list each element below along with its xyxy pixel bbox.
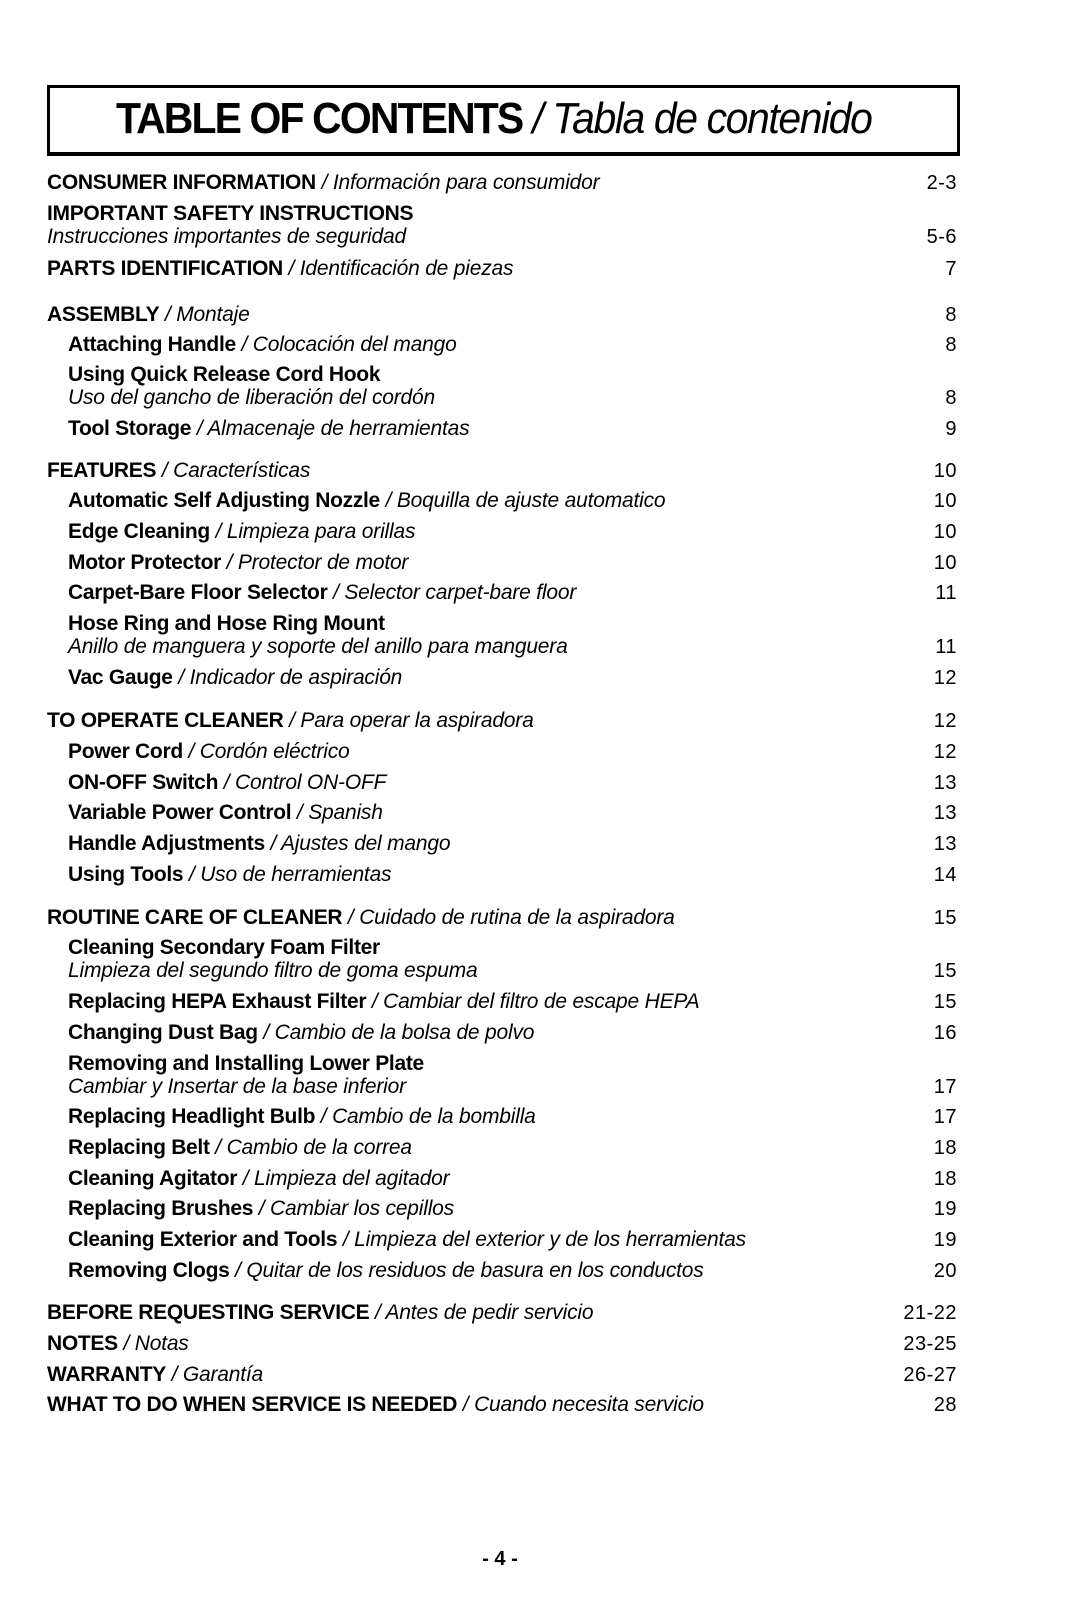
page-number: - 4 - xyxy=(482,1548,518,1570)
entry-page-number: 12 xyxy=(933,667,957,689)
separator: / xyxy=(209,1136,227,1159)
entry-title-english: Removing Clogs xyxy=(68,1259,230,1282)
toc-entry xyxy=(68,1196,957,1222)
entry-title-english: Vac Gauge xyxy=(68,666,173,689)
toc-entry xyxy=(47,170,957,196)
toc-entry xyxy=(68,488,957,514)
title-spanish: Tabla de contenido xyxy=(552,94,872,143)
entry-title-english: IMPORTANT SAFETY INSTRUCTIONS xyxy=(47,202,414,225)
toc-entry xyxy=(68,862,957,888)
entry-title-english: Using Tools xyxy=(68,863,184,886)
toc-entry xyxy=(68,1104,957,1130)
entry-title-english: Attaching Handle xyxy=(68,333,236,356)
entry-title-spanish: Cambiar del filtro de escape HEPA xyxy=(383,990,700,1013)
entry-title-spanish: Limpieza del exterior y de los herramientas xyxy=(354,1228,746,1251)
entry-title-spanish: Spanish xyxy=(308,801,383,824)
entry-title-spanish: Colocación del mango xyxy=(252,333,457,356)
separator: / xyxy=(283,709,301,732)
toc-entry xyxy=(68,1227,957,1253)
separator: / xyxy=(282,257,300,280)
entry-page-number: 15 xyxy=(933,960,957,982)
entry-title-english: ROUTINE CARE OF CLEANER xyxy=(47,906,343,929)
entry-page-number: 13 xyxy=(933,802,957,824)
entry-title-spanish: Ajustes del mango xyxy=(280,832,451,855)
toc-entry xyxy=(47,905,957,931)
entry-title-english: BEFORE REQUESTING SERVICE xyxy=(47,1301,370,1324)
entry-page-number: 9 xyxy=(945,418,957,440)
separator: / xyxy=(156,459,174,482)
entry-title-spanish: Anillo de manguera y soporte del anillo para manguera xyxy=(68,635,568,658)
toc-entry xyxy=(68,800,957,826)
separator: / xyxy=(337,1228,355,1251)
toc-entry xyxy=(68,739,957,765)
entry-title-spanish: Selector carpet-bare floor xyxy=(344,581,577,604)
toc-entry xyxy=(68,634,957,660)
entry-title-spanish: Para operar la aspiradora xyxy=(300,709,534,732)
toc-entry xyxy=(68,1074,957,1100)
separator: / xyxy=(457,1393,475,1416)
toc-entry xyxy=(68,1135,957,1161)
separator: / xyxy=(291,801,309,824)
entry-title-english: WHAT TO DO WHEN SERVICE IS NEEDED xyxy=(47,1393,458,1416)
entry-title-spanish: Características xyxy=(173,459,311,482)
entry-title-english: Cleaning Exterior and Tools xyxy=(68,1228,338,1251)
entry-page-number: 16 xyxy=(933,1022,957,1044)
title-box xyxy=(47,85,960,156)
separator: / xyxy=(253,1197,271,1220)
entry-page-number: 18 xyxy=(933,1137,957,1159)
entry-title-english: TO OPERATE CLEANER xyxy=(47,709,284,732)
entry-title-english: Replacing HEPA Exhaust Filter xyxy=(68,990,367,1013)
entry-title-english: Power Cord xyxy=(68,740,183,763)
toc-entry xyxy=(68,1166,957,1192)
entry-page-number: 8 xyxy=(945,387,957,409)
separator: / xyxy=(315,1105,333,1128)
entry-title-english: NOTES xyxy=(47,1332,118,1355)
entry-title-spanish: Garantía xyxy=(182,1363,263,1386)
entry-page-number: 12 xyxy=(933,710,957,732)
entry-title-spanish: Uso del gancho de liberación del cordón xyxy=(68,386,435,409)
toc-entry xyxy=(47,458,957,484)
entry-page-number: 28 xyxy=(933,1394,957,1416)
entry-title-spanish: Cambio de la bombilla xyxy=(332,1105,536,1128)
entry-title-spanish: Cordón eléctrico xyxy=(199,740,350,763)
entry-title-english: ON-OFF Switch xyxy=(68,771,219,794)
toc-entry xyxy=(68,958,957,984)
entry-title-english: Edge Cleaning xyxy=(68,520,210,543)
entry-page-number: 17 xyxy=(933,1076,957,1098)
entry-page-number: 11 xyxy=(935,636,957,658)
entry-title-english: FEATURES xyxy=(47,459,157,482)
entry-page-number: 10 xyxy=(933,490,957,512)
entry-title-spanish: Información para consumidor xyxy=(332,171,600,194)
separator: / xyxy=(315,171,333,194)
entry-title-english: Hose Ring and Hose Ring Mount xyxy=(68,612,385,635)
entry-title-english: Carpet-Bare Floor Selector xyxy=(68,581,328,604)
entry-title-spanish: Instrucciones importantes de seguridad xyxy=(47,225,406,248)
entry-title-spanish: Limpieza para orillas xyxy=(226,520,416,543)
entry-title-english: ASSEMBLY xyxy=(47,303,160,326)
entry-title-english: Automatic Self Adjusting Nozzle xyxy=(68,489,380,512)
entry-title-spanish: Almacenaje de herramientas xyxy=(207,417,470,440)
toc-entry xyxy=(68,770,957,796)
entry-title-spanish: Cuidado de rutina de la aspiradora xyxy=(359,906,675,929)
separator: / xyxy=(257,1021,275,1044)
entry-title-english: Handle Adjustments xyxy=(68,832,265,855)
toc-entry xyxy=(47,1392,957,1418)
entry-title-spanish: Cambio de la correa xyxy=(226,1136,412,1159)
separator: / xyxy=(342,906,360,929)
entry-page-number: 19 xyxy=(933,1198,957,1220)
entry-title-spanish: Antes de pedir servicio xyxy=(385,1301,594,1324)
entry-title-english: WARRANTY xyxy=(47,1363,166,1386)
separator: / xyxy=(183,863,201,886)
toc-entry xyxy=(47,1362,957,1388)
title-separator: / xyxy=(522,94,553,143)
toc-entry xyxy=(47,224,957,250)
toc-entry xyxy=(68,385,957,411)
entry-title-spanish: Quitar de los residuos de basura en los conductos xyxy=(246,1259,704,1282)
toc-entry xyxy=(68,332,957,358)
entry-title-spanish: Protector de motor xyxy=(237,551,409,574)
entry-title-spanish: Montaje xyxy=(176,303,250,326)
separator: / xyxy=(218,771,235,794)
page-title xyxy=(116,94,872,144)
separator: / xyxy=(366,990,384,1013)
separator: / xyxy=(237,1167,255,1190)
entry-page-number: 13 xyxy=(933,833,957,855)
toc-entry xyxy=(68,831,957,857)
entry-title-spanish: Boquilla de ajuste automatico xyxy=(396,489,666,512)
entry-title-english: Using Quick Release Cord Hook xyxy=(68,363,381,386)
toc-entry xyxy=(68,989,957,1015)
entry-page-number: 19 xyxy=(933,1229,957,1251)
entry-title-english: Cleaning Secondary Foam Filter xyxy=(68,936,380,959)
toc-entry xyxy=(68,580,957,606)
entry-title-english: Cleaning Agitator xyxy=(68,1167,238,1190)
entry-title-spanish: Limpieza del agitador xyxy=(254,1167,450,1190)
toc-entry xyxy=(68,1020,957,1046)
separator: / xyxy=(221,551,238,574)
toc-entry xyxy=(47,302,957,328)
separator: / xyxy=(182,740,200,763)
toc-entry xyxy=(68,519,957,545)
separator: / xyxy=(264,832,281,855)
entry-page-number: 10 xyxy=(933,460,957,482)
entry-title-spanish: Uso de herramientas xyxy=(200,863,392,886)
toc-entry xyxy=(68,416,957,442)
entry-page-number: 23-25 xyxy=(903,1333,957,1355)
separator: / xyxy=(235,333,253,356)
entry-page-number: 11 xyxy=(935,582,957,604)
entry-title-english: Changing Dust Bag xyxy=(68,1021,258,1044)
entry-title-spanish: Cambiar y Insertar de la base inferior xyxy=(68,1075,406,1098)
separator: / xyxy=(369,1301,386,1324)
entry-title-english: PARTS IDENTIFICATION xyxy=(47,257,283,280)
entry-title-spanish: Cuando necesita servicio xyxy=(474,1393,704,1416)
toc-entry xyxy=(47,1300,957,1326)
entry-page-number: 18 xyxy=(933,1168,957,1190)
entry-title-english: Tool Storage xyxy=(68,417,192,440)
entry-page-number: 10 xyxy=(933,552,957,574)
separator: / xyxy=(117,1332,135,1355)
entry-page-number: 12 xyxy=(933,741,957,763)
entry-title-spanish: Control ON-OFF xyxy=(235,771,387,794)
separator: / xyxy=(159,303,177,326)
entry-title-english: Replacing Brushes xyxy=(68,1197,254,1220)
toc-entry xyxy=(68,665,957,691)
entry-title-spanish: Cambiar los cepillos xyxy=(270,1197,454,1220)
toc-entry xyxy=(47,708,957,734)
entry-title-spanish: Cambio de la bolsa de polvo xyxy=(274,1021,535,1044)
entry-title-english: Replacing Headlight Bulb xyxy=(68,1105,316,1128)
entry-page-number: 10 xyxy=(933,521,957,543)
entry-page-number: 8 xyxy=(945,304,957,326)
entry-title-english: Removing and Installing Lower Plate xyxy=(68,1052,424,1075)
entry-page-number: 2-3 xyxy=(926,172,957,194)
toc-entry xyxy=(47,256,957,282)
entry-page-number: 26-27 xyxy=(903,1364,957,1386)
entry-page-number: 15 xyxy=(933,991,957,1013)
entry-page-number: 14 xyxy=(933,864,957,886)
entry-page-number: 17 xyxy=(933,1106,957,1128)
entry-title-spanish: Identificación de piezas xyxy=(299,257,514,280)
entry-title-spanish: Limpieza del segundo filtro de goma espuma xyxy=(68,959,478,982)
separator: / xyxy=(379,489,397,512)
entry-page-number: 20 xyxy=(933,1260,957,1282)
entry-page-number: 5-6 xyxy=(926,226,957,248)
entry-title-english: Variable Power Control xyxy=(68,801,292,824)
separator: / xyxy=(191,417,208,440)
entry-title-english: CONSUMER INFORMATION xyxy=(47,171,316,194)
toc-entry xyxy=(68,550,957,576)
entry-page-number: 15 xyxy=(933,907,957,929)
separator: / xyxy=(327,581,345,604)
separator: / xyxy=(209,520,227,543)
entry-page-number: 8 xyxy=(945,334,957,356)
title-english: TABLE OF CONTENTS xyxy=(116,94,523,143)
entry-page-number: 21-22 xyxy=(903,1302,957,1324)
separator: / xyxy=(229,1259,247,1282)
entry-title-english: Motor Protector xyxy=(68,551,222,574)
entry-page-number: 13 xyxy=(933,772,957,794)
entry-page-number: 7 xyxy=(945,258,957,280)
entry-title-spanish: Notas xyxy=(134,1332,189,1355)
separator: / xyxy=(165,1363,183,1386)
separator: / xyxy=(172,666,190,689)
toc-entry xyxy=(68,1258,957,1284)
entry-title-english: Replacing Belt xyxy=(68,1136,210,1159)
toc-entry xyxy=(47,1331,957,1357)
entry-title-spanish: Indicador de aspiración xyxy=(189,666,403,689)
